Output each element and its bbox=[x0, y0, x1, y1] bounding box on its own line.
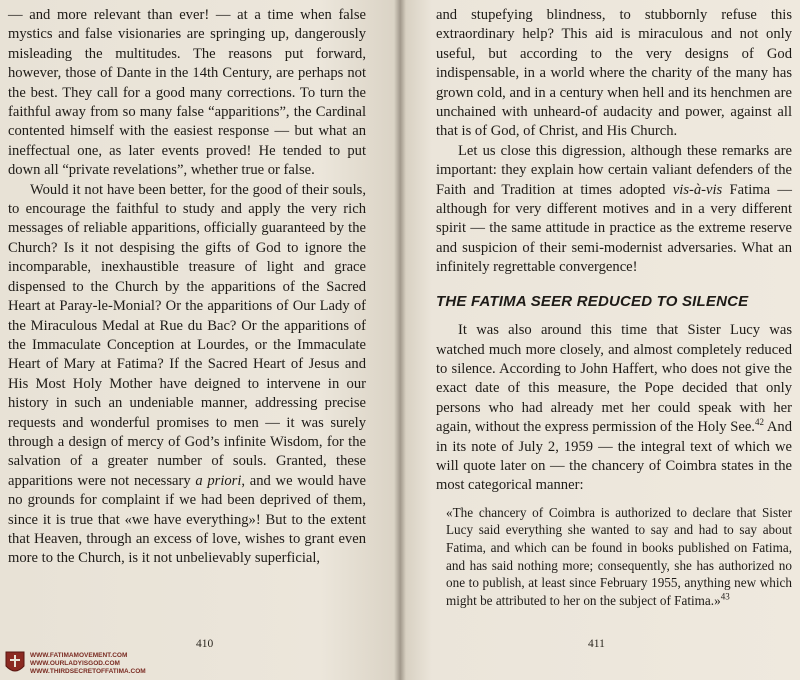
right-page-text bbox=[436, 6, 792, 609]
right-paragraph-2 bbox=[436, 142, 792, 278]
right-paragraph-1: and stupefying blindness, to stubbornly refuse this extraordinary help? This aid is miraculous and not only useful, but according to the very designs of God indispensable, in a world where the charity of the many has grown cold, and in a century when hell and its henchmen are unchained with unheard-of audacity and power, against all that is of God, of Christ, and His Church. bbox=[436, 7, 792, 140]
right-paragraph-2-a: Let us close this digression, although these remarks are important: they explain how certain valiant defenders of the Faith and Tradition at times adopted bbox=[436, 142, 792, 198]
right-paragraph-2-emphasis: vis-à-vis bbox=[672, 181, 723, 198]
left-paragraph-2 bbox=[8, 181, 366, 569]
right-page bbox=[400, 0, 800, 680]
right-paragraph-3-a: It was also around this time that Sister Lucy was watched much more closely, and almost completely reduced to silence. According to John Haffert, who does not give the exact date of this measure, the Pope decided that only persons who had already met her could speak with her again, without the express permission of the Holy See. bbox=[436, 322, 792, 436]
footnote-marker-42: 42 bbox=[754, 417, 764, 428]
right-page-number: 411 bbox=[588, 638, 605, 650]
left-paragraph-2-emphasis: a priori bbox=[195, 472, 242, 489]
left-paragraph-1: — and more relevant than ever! — at a time when false mystics and false visionaries are springing up, dangerously misleading the multitudes. The reasons put forward, however, those of Dante in the 14th Century, are perhaps not the best. They call for a good many corrections. To turn the faithful away from so many false “apparitions”, the Cardinal contented himself with the easiest response — but what an ineffectual one, as later events proved! He tended to put down all “private revelations”, whether true or false. bbox=[8, 7, 366, 179]
footer-urls bbox=[30, 652, 146, 676]
block-quote bbox=[446, 504, 792, 610]
section-heading: THE FATIMA SEER REDUCED TO SILENCE bbox=[436, 292, 749, 310]
book-gutter bbox=[394, 0, 406, 680]
left-paragraph-2-text: Would it not have been better, for the good of their souls, to encourage the faithful to study and apply the very rich messages of reliable apparitions, officially guaranteed by the Church? Is it not despising the gifts of God to ignore the incomparable, inexhaustible treasure of light and grace dispensed to the Church by the apparitions of the Sacred Heart at Paray-le-Monial? Or the apparitions of Our Lady of the Miraculous Medal at Rue du Bac? Or the apparitions of the Immaculate Conception at Lourdes, or the Immaculate Heart of Mary at Fatima? If the Sacred Heart of Jesus and His Most Holy Mother have deigned to intervene in our history in such an undeniable manner, addressing precise requests and wonderful promises to men — it was surely through a design of mercy of God’s infinite Wisdom, for the salvation of a greater number of souls. Granted, these apparitions were not necessary bbox=[8, 181, 366, 489]
footnote-marker-43: 43 bbox=[720, 591, 730, 602]
footer-url-2[interactable]: WWW.OURLADYISGOD.COM bbox=[30, 660, 120, 667]
footer-url-3[interactable]: WWW.THIRDSECRETOFFATIMA.COM bbox=[30, 668, 146, 675]
left-page-text bbox=[8, 6, 366, 569]
footer-url-1[interactable]: WWW.FATIMAMOVEMENT.COM bbox=[30, 652, 128, 659]
right-paragraph-3 bbox=[436, 321, 792, 496]
quote-text bbox=[446, 504, 792, 610]
right-paragraph-2-b: Fatima — although for very different motives and in a very different spirit — the same attitude in practice as the extreme reserve and suspicion of their semi-modernist adversaries. What an infinitely regrettable convergence! bbox=[436, 181, 792, 276]
right-paragraph-3-b: And in its note of July 2, 1959 — the integral text of which we will quote later on — the chancery of Coimbra states in the most categorical manner: bbox=[436, 419, 792, 494]
left-page-number: 410 bbox=[196, 638, 214, 650]
quote-body: «The chancery of Coimbra is authorized to declare that Sister Lucy said everything she wanted to say and had to say about Fatima, and which can be found in books published on Fatima, and has said nothing more; consequently, she has authorized no one to publish, at least since February 1955, anything new which might be attributed to her on the subject of Fatima.» bbox=[446, 504, 792, 608]
fatima-logo-icon bbox=[4, 650, 26, 676]
left-paragraph-2-tail: , and we would have no grounds for complaint if we had been deprived of them, since it is true that «we have everything»! But to the extent that Heaven, through an excess of love, wishes to grant even more to the Church, is it not unbelievably superficial, bbox=[8, 472, 366, 567]
